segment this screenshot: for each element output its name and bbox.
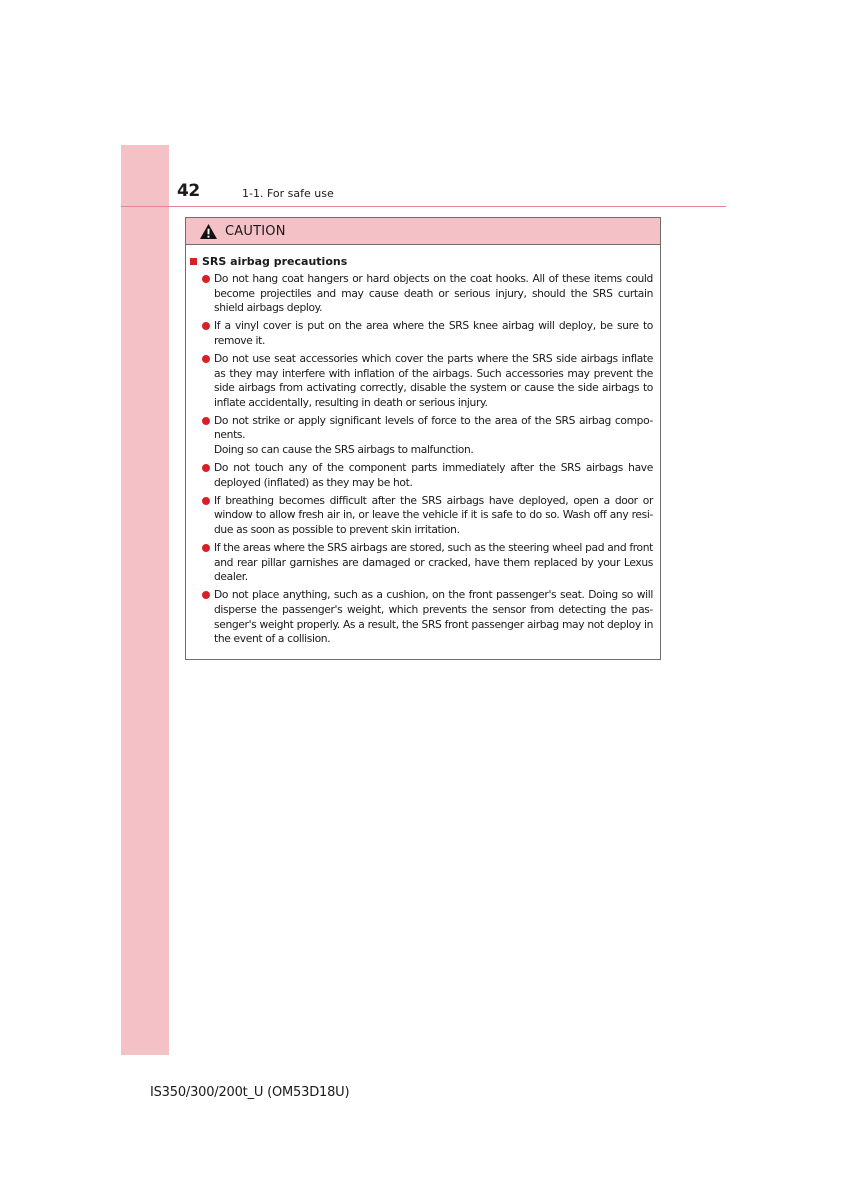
bullet-dot-icon: [202, 544, 210, 552]
bullet-text: Do not use seat accessories which cover the parts where the SRS side airbags inflate as they may interfere with inflation of the airbags. Such accessories may prevent the side airbags from activating correctly, disable the system or cause the side airbags to inflate accidentally, resulting in death or serious injury.: [214, 351, 653, 409]
bullet-text: If breathing becomes difficult after the SRS airbags have deployed, open a door or window to allow fresh air in, or leave the vehicle if it is safe to do so. Wash off any resi-due as soon as possible to prevent skin irritation.: [214, 493, 653, 536]
bullet-dot-icon: [202, 355, 210, 363]
section-title: 1-1. For safe use: [242, 187, 334, 200]
bullet-item: [190, 319, 655, 348]
bullet-item: [190, 461, 655, 490]
bullet-text: Do not hang coat hangers or hard objects on the coat hooks. All of these items could become projectiles and may cause death or serious injury, should the SRS curtain shield airbags deploy.: [214, 272, 653, 315]
warning-triangle-icon: [199, 223, 218, 240]
bullet-dot-icon: [202, 275, 210, 283]
bullet-item: [190, 494, 655, 538]
bullet-item: [190, 272, 655, 316]
bullet-text: Do not touch any of the component parts immediately after the SRS airbags have deployed (inflated) as they may be hot.: [214, 461, 653, 489]
page-number: 42: [177, 181, 200, 201]
model-code: IS350/300/200t_U (OM53D18U): [150, 1085, 350, 1100]
bullet-item: [190, 588, 655, 646]
bullet-text: Do not place anything, such as a cushion, on the front passenger's seat. Doing so will disperse the passenger's weight, which prevents the sensor from detecting the pas-senger's weight properly. As a result, the SRS front passenger airbag may not deploy in the event of a collision.: [214, 588, 653, 646]
heading-text: SRS airbag precautions: [202, 255, 348, 268]
bullet-item: [190, 414, 655, 458]
caution-title: CAUTION: [225, 223, 286, 239]
bullet-item: [190, 352, 655, 410]
bullet-text: Do not strike or apply significant levels of force to the area of the SRS airbag compo-nents.: [214, 413, 653, 442]
bullet-dot-icon: [202, 591, 210, 599]
side-tab: [121, 145, 169, 1055]
bullet-list: [190, 272, 655, 647]
caution-header: [186, 218, 660, 245]
bullet-dot-icon: [202, 497, 210, 505]
bullet-text: If the areas where the SRS airbags are stored, such as the steering wheel pad and front and rear pillar garnishes are damaged or cracked, have them replaced by your Lexus dealer.: [214, 541, 653, 584]
precautions-heading: [190, 255, 655, 268]
bullet-item: [190, 541, 655, 585]
caution-body: [186, 245, 660, 647]
header-rule: [121, 206, 726, 207]
bullet-dot-icon: [202, 322, 210, 330]
bullet-dot-icon: [202, 464, 210, 472]
bullet-text: If a vinyl cover is put on the area where the SRS knee airbag will deploy, be sure to remove it.: [214, 319, 653, 347]
bullet-extra-text: Doing so can cause the SRS airbags to malfunction.: [214, 443, 474, 457]
square-bullet-icon: [190, 258, 197, 265]
caution-box: [185, 217, 661, 660]
bullet-dot-icon: [202, 417, 210, 425]
